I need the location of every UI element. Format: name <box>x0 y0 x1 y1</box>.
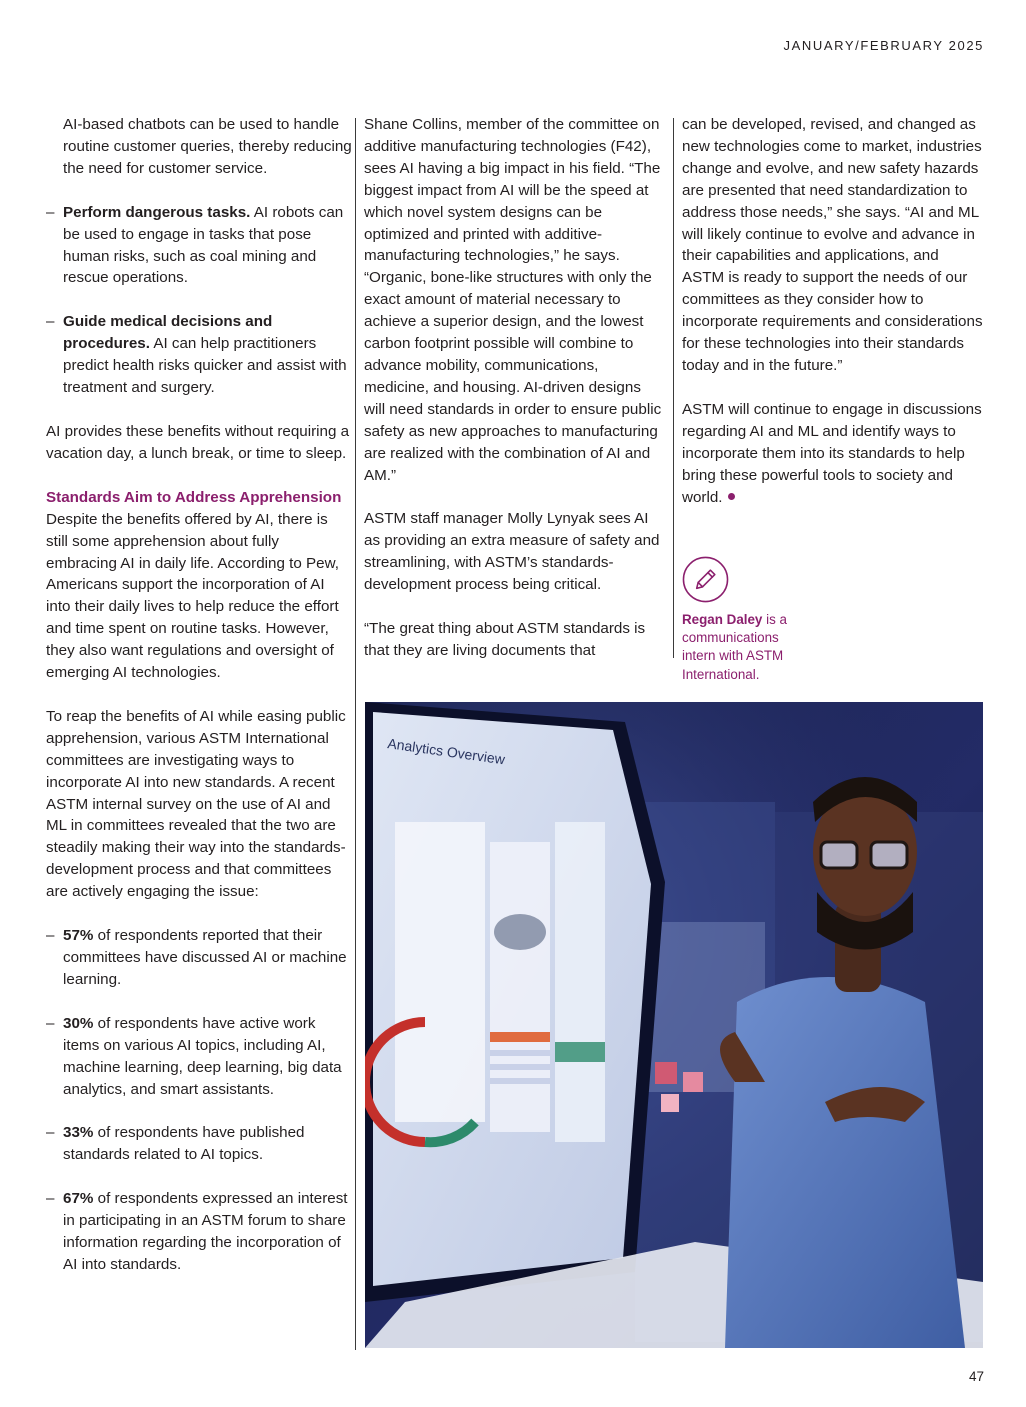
survey-stats-list <box>46 925 352 1276</box>
paragraph-text: ASTM will continue to engage in discussions regarding AI and ML and identify ways to incorporate them into its standards to help bring these powerful tools to society and world. <box>682 400 982 506</box>
paragraph: Despite the benefits offered by AI, there is still some apprehension about fully embracing AI in daily life. According to Pew, Americans support the incorporation of AI into their daily lives to help reduce the effort and time spent on routine tasks. However, they also want regulations and oversight of emerging AI technologies. <box>46 510 339 682</box>
stat-text: of respondents have active work items on various AI topics, including AI, machine learning, deep learning, big data analytics, and smart assistants. <box>63 1014 342 1098</box>
benefits-list <box>46 202 352 399</box>
paragraph: can be developed, revised, and changed as new technologies come to market, industries change and evolve, and new safety hazards are presented that need standardization to address those needs,” she says. “AI and ML will likely continue to evolve and advance in their capabilities and applications, and ASTM is ready to support the needs of our committees as they consider how to incorporate requirements and considerations for these technologies into their standards today and in the future.” <box>682 116 983 374</box>
list-item-continuation: AI-based chatbots can be used to handle routine customer queries, thereby reducing the need for customer service. <box>63 116 352 177</box>
screen-title: Analytics Overview <box>386 735 506 768</box>
list-item <box>46 1122 352 1166</box>
stat-text: of respondents reported that their committees have discussed AI or machine learning. <box>63 927 347 988</box>
paragraph: ASTM staff manager Molly Lynyak sees AI as providing an extra measure of safety and streamlining, with ASTM’s standards-development process being critical. <box>364 510 660 594</box>
list-item <box>46 202 352 290</box>
column-divider <box>355 118 356 1350</box>
presenter-photo-illustration <box>365 702 983 1348</box>
pencil-icon <box>682 556 729 603</box>
section-subhead: Standards Aim to Address Apprehension <box>46 488 342 506</box>
closing-paragraph <box>682 399 984 509</box>
stat-value: 67% <box>63 1190 94 1208</box>
stat-text: of respondents expressed an interest in participating in an ASTM forum to share information regarding the incorporation of AI into standards. <box>63 1190 348 1273</box>
paragraph: To reap the benefits of AI while easing public apprehension, various ASTM International committees are investigating ways to incorporate AI into new standards. A recent ASTM internal survey on the use of AI and ML in committees revealed that the two are steadily making their way into the standards-development process and that committees are actively engaging the issue: <box>46 707 346 901</box>
stat-text: of respondents have published standards related to AI topics. <box>63 1124 305 1164</box>
stat-value: 30% <box>63 1014 94 1032</box>
list-item-text: AI can help practitioners predict health risks quicker and assist with treatment and surgery. <box>63 335 347 397</box>
paragraph: Shane Collins, member of the committee on additive manufacturing technologies (F42), sees AI having a big impact in his field. “The biggest impact from AI will be the speed at which novel system designs can be optimized and printed with additive-manufacturing technologies,” he says. “Organic, bone-like structures with only the exact amount of material necessary to achieve a superior design, and the lowest carbon footprint possible will combine to advance mobility, communications, medicine, and housing. AI-driven designs will need standards in order to ensure public safety as new approaches to manufacturing are realized with the combination of AI and AM.” <box>364 116 662 484</box>
stat-value: 57% <box>63 927 94 945</box>
page-number: 47 <box>968 1369 984 1384</box>
column-divider <box>673 118 674 658</box>
stat-value: 33% <box>63 1124 94 1142</box>
list-item <box>46 925 352 991</box>
list-item <box>46 311 352 399</box>
paragraph: AI provides these benefits without requiring a vacation day, a lunch break, or time to sleep. <box>46 422 350 462</box>
list-item-lead: Perform dangerous tasks. <box>63 203 251 221</box>
article-photo <box>365 702 983 1348</box>
article-column-3 <box>682 114 984 530</box>
issue-date: JANUARY/FEBRUARY 2025 <box>783 38 984 53</box>
end-mark-icon <box>728 493 735 500</box>
author-bio-text: is a communications intern with ASTM International. <box>682 612 787 682</box>
article-column-1 <box>46 114 352 1298</box>
list-item-text: AI robots can be used to engage in tasks that pose human risks, such as coal mining and rescue operations. <box>63 203 344 287</box>
list-item <box>46 1013 352 1101</box>
author-bio <box>682 611 812 684</box>
list-item-lead: Guide medical decisions and procedures. <box>63 313 273 353</box>
author-name: Regan Daley <box>682 612 763 627</box>
article-column-2 <box>364 114 664 684</box>
paragraph: “The great thing about ASTM standards is that they are living documents that <box>364 620 646 659</box>
list-item <box>46 1188 352 1276</box>
